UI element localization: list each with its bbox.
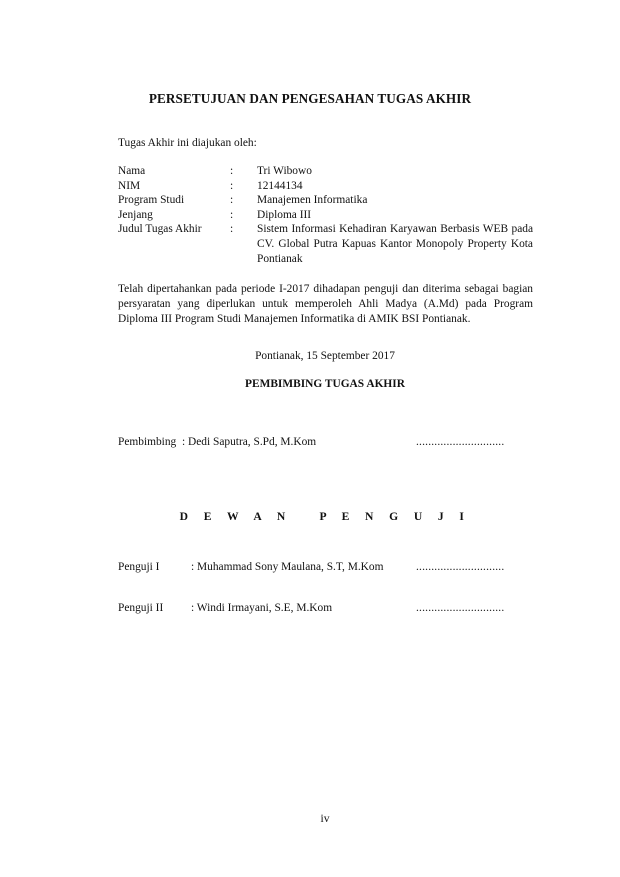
identity-colon: :	[230, 223, 234, 236]
identity-value: Tri Wibowo	[257, 165, 312, 177]
signature-line: .............................	[416, 436, 505, 448]
page-number: iv	[320, 812, 330, 825]
statement-paragraph: Telah dipertahankan pada periode I-2017 dihadapan penguji dan diterima sebagai bagian persyaratan yang diperlukan untuk memperoleh Ahli Madya (A.Md) pada Program Diploma III Program Studi Manajemen Informatika di AMIK BSI Pontianak.	[118, 283, 533, 325]
examiner-label: Penguji I	[118, 561, 160, 573]
page-title: PERSETUJUAN DAN PENGESAHAN TUGAS AKHIR	[148, 91, 472, 106]
identity-value: 12144134	[257, 179, 303, 192]
supervisor-heading: PEMBIMBING TUGAS AKHIR	[245, 378, 405, 390]
identity-value: Diploma III	[257, 208, 312, 221]
supervisor-label: Pembimbing	[118, 436, 177, 448]
identity-row-nim	[118, 179, 533, 194]
identity-label: Jenjang	[118, 208, 153, 221]
intro-text: Tugas Akhir ini diajukan oleh:	[118, 137, 257, 149]
board-heading: D E W A N P E N G U J I	[179, 510, 471, 523]
examiner-row-2	[118, 602, 518, 614]
examiner-label: Penguji II	[118, 602, 164, 614]
examiner-row-1	[118, 561, 518, 573]
identity-label: Program Studi	[118, 194, 185, 207]
supervisor-name: : Dedi Saputra, S.Pd, M.Kom	[182, 436, 317, 448]
identity-label: NIM	[118, 179, 141, 192]
place-date: Pontianak, 15 September 2017	[255, 350, 395, 362]
identity-colon: :	[230, 194, 234, 207]
identity-colon: :	[230, 208, 234, 221]
identity-value: Sistem Informasi Kehadiran Karyawan Berbasis WEB pada CV. Global Putra Kapuas Kantor Monopoly Property Kota Pontianak	[257, 223, 533, 265]
signature-line: .............................	[416, 561, 505, 573]
identity-row-nama	[118, 164, 533, 179]
identity-colon: :	[230, 165, 234, 177]
examiner-name: : Windi Irmayani, S.E, M.Kom	[191, 602, 333, 614]
signature-line: .............................	[416, 602, 505, 614]
identity-colon: :	[230, 179, 234, 192]
identity-row-judul	[118, 222, 533, 266]
identity-value: Manajemen Informatika	[257, 194, 368, 207]
identity-row-program-studi	[118, 193, 533, 208]
identity-row-jenjang	[118, 208, 533, 223]
supervisor-row	[118, 436, 518, 448]
identity-label: Judul Tugas Akhir	[118, 223, 202, 236]
examiner-name: : Muhammad Sony Maulana, S.T, M.Kom	[191, 561, 384, 573]
identity-table	[118, 164, 533, 266]
identity-label: Nama	[118, 165, 146, 177]
